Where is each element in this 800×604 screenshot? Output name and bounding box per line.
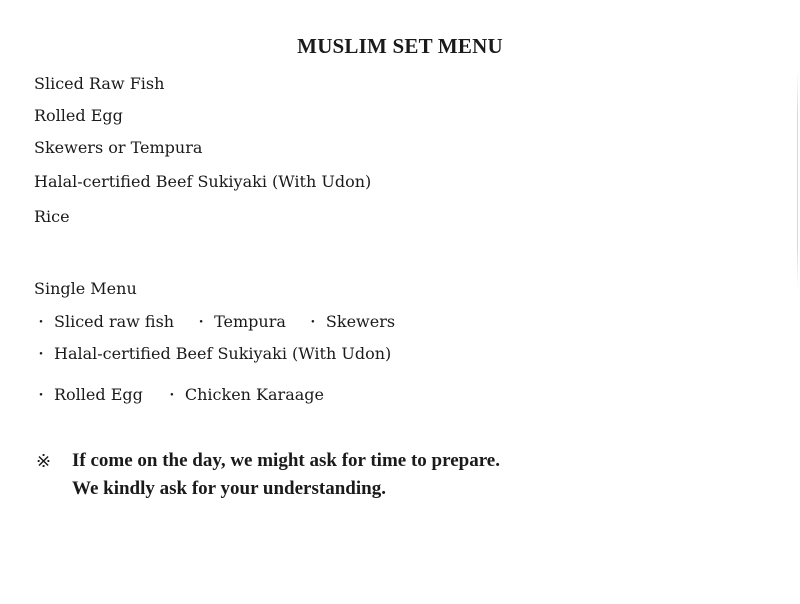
bullet-icon: ・ <box>34 347 48 363</box>
bullet-icon: ・ <box>34 315 48 331</box>
page-title: MUSLIM SET MENU <box>297 34 503 58</box>
single-menu-item-label: Tempura <box>214 312 286 331</box>
bullet-icon: ・ <box>164 388 179 404</box>
single-menu-row <box>34 385 324 405</box>
single-menu-item <box>165 385 324 405</box>
single-menu-item <box>34 344 391 364</box>
set-menu-item: Sliced Raw Fish <box>34 74 165 93</box>
single-menu-item-label: Sliced raw fish <box>54 312 175 331</box>
notice <box>36 447 500 503</box>
set-menu-item: Halal-certified Beef Sukiyaki (With Udon) <box>34 172 372 191</box>
single-menu-item-label: Rolled Egg <box>54 385 143 404</box>
single-menu-item <box>194 312 286 332</box>
single-menu-item-label: Skewers <box>325 312 396 331</box>
scan-edge-line <box>797 70 798 290</box>
single-menu-item <box>34 385 143 405</box>
single-menu-item <box>34 312 174 332</box>
notice-line: We kindly ask for your understanding. <box>72 478 386 499</box>
single-menu-item-label: Chicken Karaage <box>184 385 324 404</box>
single-menu-row <box>34 344 391 364</box>
set-menu-item: Rice <box>34 207 70 226</box>
single-menu-item-label: Halal-certified Beef Sukiyaki (With Udon) <box>54 344 392 363</box>
notice-line: If come on the day, we might ask for time to prepare. <box>72 450 500 471</box>
single-menu-heading: Single Menu <box>34 279 137 298</box>
single-menu-item <box>306 312 395 332</box>
single-menu-row <box>34 312 395 332</box>
bullet-icon: ・ <box>305 315 320 331</box>
bullet-icon: ・ <box>194 315 209 331</box>
set-menu-item: Rolled Egg <box>34 106 123 125</box>
reference-mark-icon: ※ <box>36 451 52 471</box>
bullet-icon: ・ <box>34 388 48 404</box>
set-menu-item: Skewers or Tempura <box>34 138 203 157</box>
